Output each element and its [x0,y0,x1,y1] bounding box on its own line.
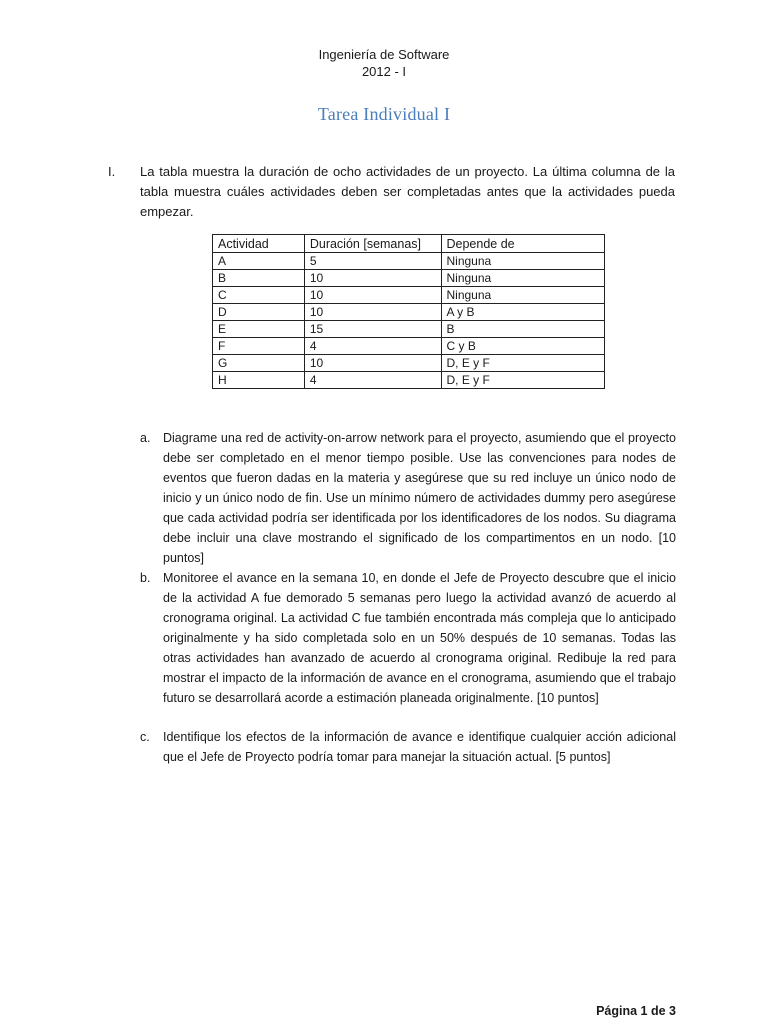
cell-duration: 4 [304,372,441,389]
table-row [213,253,605,270]
column-header-duration: Duración [semanas] [304,235,441,253]
sub-question-b [140,568,676,708]
cell-depends: Ninguna [441,270,605,287]
sub-question-text: Monitoree el avance en la semana 10, en donde el Jefe de Proyecto descubre que el inicio de la actividad A fue demorado 5 semanas pero luego la actividad avanzó de acuerdo al cronograma original. La actividad C fue también encontrada más compleja que lo anticipado originalmente y ha sido completada solo en un 50% después de 10 semanas. Todas las otras actividades han avanzado de acuerdo al cronograma original. Redibuje la red para mostrar el impacto de la información de avance en el cronograma, asumiendo que el trabajo futuro se desarrollará acorde a estimación planeada originalmente. [10 puntos] [163,571,676,705]
sub-question-text: Identifique los efectos de la información de avance e identifique cualquier acción adicional que el Jefe de Proyecto podría tomar para manejar la situación actual. [5 puntos] [163,730,676,764]
table-row [213,287,605,304]
semester: 2012 - I [361,64,407,79]
cell-depends: D, E y F [441,372,605,389]
page-number [596,1004,676,1018]
question-number: I. [108,164,116,179]
cell-activity: A [213,253,305,270]
sub-question-a [140,428,676,568]
cell-activity: F [213,338,305,355]
sub-question-label: c. [140,730,150,744]
cell-duration: 4 [304,338,441,355]
sub-question-text: Diagrame una red de activity-on-arrow network para el proyecto, asumiendo que el proyecto debe ser completado en el menor tiempo posible. Use las convenciones para nodes de eventos que fueron dadas en la materia y asegúrese que su red incluye un único nodo de inicio y un único nodo de fin. Use un mínimo número de actividades dummy pero asegúrese que cada actividad podría ser identificada por los identificadores de los nodos. Su diagrama debe incluir una clave mostrando el significado de los compartimentos en un nodo. [10 puntos] [163,431,676,565]
cell-depends: C y B [441,338,605,355]
activities-table [212,234,605,389]
cell-activity: B [213,270,305,287]
cell-activity: E [213,321,305,338]
sub-question-label: b. [140,571,151,585]
cell-duration: 10 [304,287,441,304]
column-header-depends: Depende de [441,235,605,253]
page-number-label: Página 1 de 3 [596,1004,676,1018]
table-row [213,270,605,287]
cell-duration: 10 [304,355,441,372]
cell-duration: 10 [304,304,441,321]
table-row [213,321,605,338]
cell-depends: A y B [441,304,605,321]
table-row [213,304,605,321]
sub-question-c [140,727,676,767]
cell-activity: D [213,304,305,321]
table-row [213,338,605,355]
cell-activity: G [213,355,305,372]
table-row [213,372,605,389]
document-title: Tarea Individual I [317,104,451,124]
table-header-row [213,235,605,253]
sub-question-label: a. [140,431,151,445]
cell-duration: 5 [304,253,441,270]
cell-depends: B [441,321,605,338]
cell-depends: Ninguna [441,287,605,304]
cell-activity: C [213,287,305,304]
cell-duration: 10 [304,270,441,287]
cell-depends: D, E y F [441,355,605,372]
question-intro: La tabla muestra la duración de ocho actividades de un proyecto. La última columna de la tabla muestra cuáles actividades deben ser completadas antes que la actividades pueda empezar. [140,164,675,219]
table-row [213,355,605,372]
column-header-activity: Actividad [213,235,305,253]
cell-duration: 15 [304,321,441,338]
cell-activity: H [213,372,305,389]
cell-depends: Ninguna [441,253,605,270]
course-name: Ingeniería de Software [318,47,450,62]
